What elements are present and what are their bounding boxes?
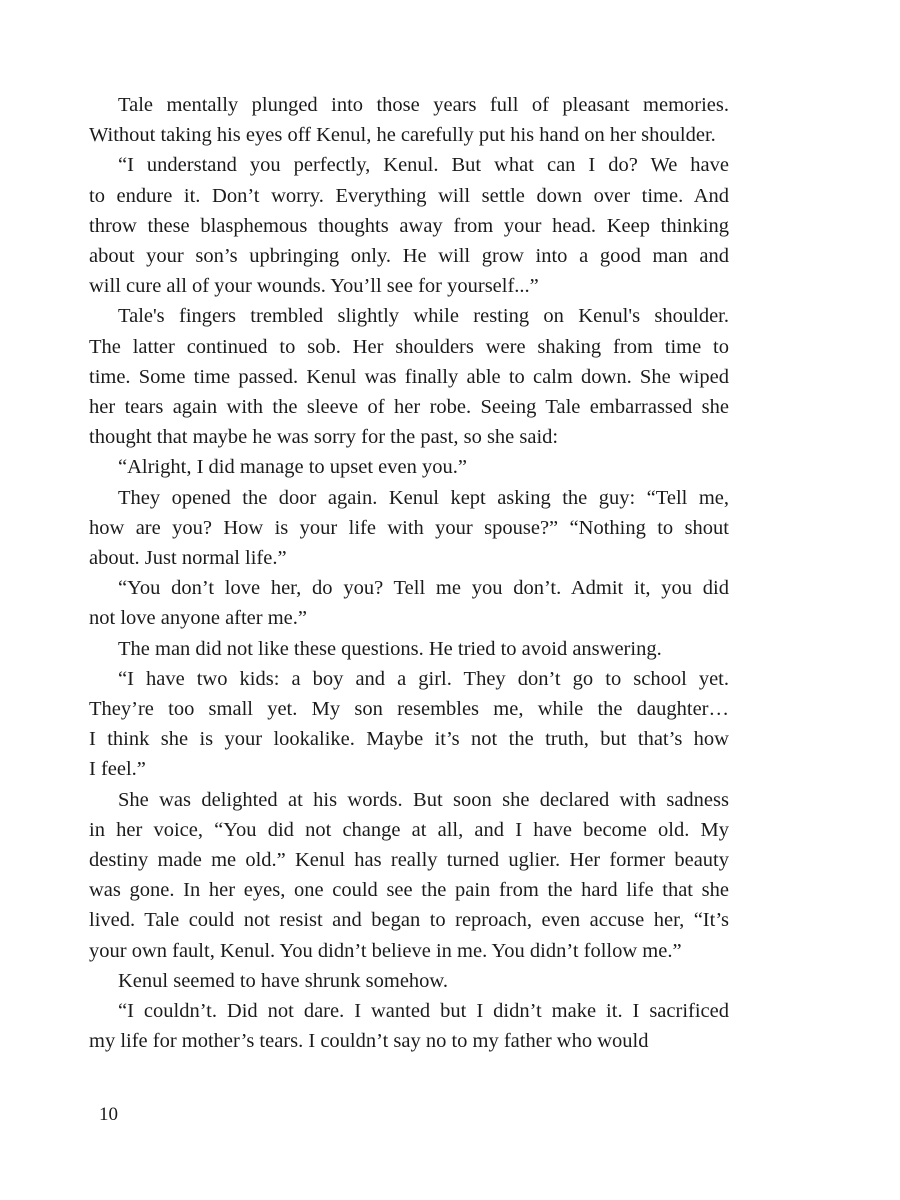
paragraph [89,301,729,452]
text-line: throw these blasphemous thoughts away from your head. Keep thinking [89,214,729,237]
text-line: about your son’s upbringing only. He will grow into a good man and [89,245,729,268]
paragraph [89,573,729,633]
text-line: They’re too small yet. My son resembles me, while the daughter… [89,698,729,721]
text-line: The man did not like these questions. He tried to avoid answering. [118,637,662,660]
text-line: I think she is your lookalike. Maybe it’s not the truth, but that’s how [89,728,729,751]
paragraph [89,634,729,664]
paragraph [89,452,729,482]
text-line: not love anyone after me.” [89,607,308,630]
paragraph [89,150,729,301]
text-line: The latter continued to sob. Her shoulders were shaking from time to [89,335,729,358]
text-line: Kenul seemed to have shrunk somehow. [118,969,449,992]
paragraph [89,785,729,966]
text-line: “I couldn’t. Did not dare. I wanted but I didn’t make it. I sacrificed [118,1000,729,1023]
page-number: 10 [99,1104,118,1125]
text-line: “You don’t love her, do you? Tell me you don’t. Admit it, you did [118,577,729,600]
text-line: Tale mentally plunged into those years full of pleasant memories. [118,94,729,116]
text-line: “Alright, I did manage to upset even you.” [118,456,467,479]
text-line: Without taking his eyes off Kenul, he carefully put his hand on her shoulder. [89,124,716,147]
text-line: thought that maybe he was sorry for the past, so she said: [89,426,559,449]
paragraph [89,996,729,1056]
text-line: about. Just normal life.” [89,547,287,570]
text-line: was gone. In her eyes, one could see the pain from the hard life that she [89,879,729,902]
text-line: in her voice, “You did not change at all, and I have become old. My [89,818,729,841]
page-text [89,90,729,1057]
text-line: how are you? How is your life with your spouse?” “Nothing to shout [89,516,729,539]
text-line: your own fault, Kenul. You didn’t believe in me. You didn’t follow me.” [89,939,682,962]
text-line: will cure all of your wounds. You’ll see for yourself...” [89,275,539,298]
text-line: lived. Tale could not resist and began to reproach, even accuse her, “It’s [89,909,729,932]
text-line: destiny made me old.” Kenul has really turned uglier. Her former beauty [89,849,729,872]
text-line: Tale's fingers trembled slightly while resting on Kenul's shoulder. [118,305,729,328]
text-line: to endure it. Don’t worry. Everything will settle down over time. And [89,184,729,207]
text-line: “I understand you perfectly, Kenul. But what can I do? We have [118,154,729,177]
paragraph [89,664,729,785]
text-line: time. Some time passed. Kenul was finally able to calm down. She wiped [89,365,729,388]
text-line: her tears again with the sleeve of her robe. Seeing Tale embarrassed she [89,396,729,419]
text-line: “I have two kids: a boy and a girl. They don’t go to school yet. [118,667,729,690]
paragraph [89,966,729,996]
text-line: She was delighted at his words. But soon she declared with sadness [118,788,729,811]
paragraph [89,483,729,574]
text-line: They opened the door again. Kenul kept asking the guy: “Tell me, [118,486,729,509]
text-line: I feel.” [89,758,146,781]
paragraph [89,90,729,150]
text-line: my life for mother’s tears. I couldn’t say no to my father who would [89,1030,649,1053]
